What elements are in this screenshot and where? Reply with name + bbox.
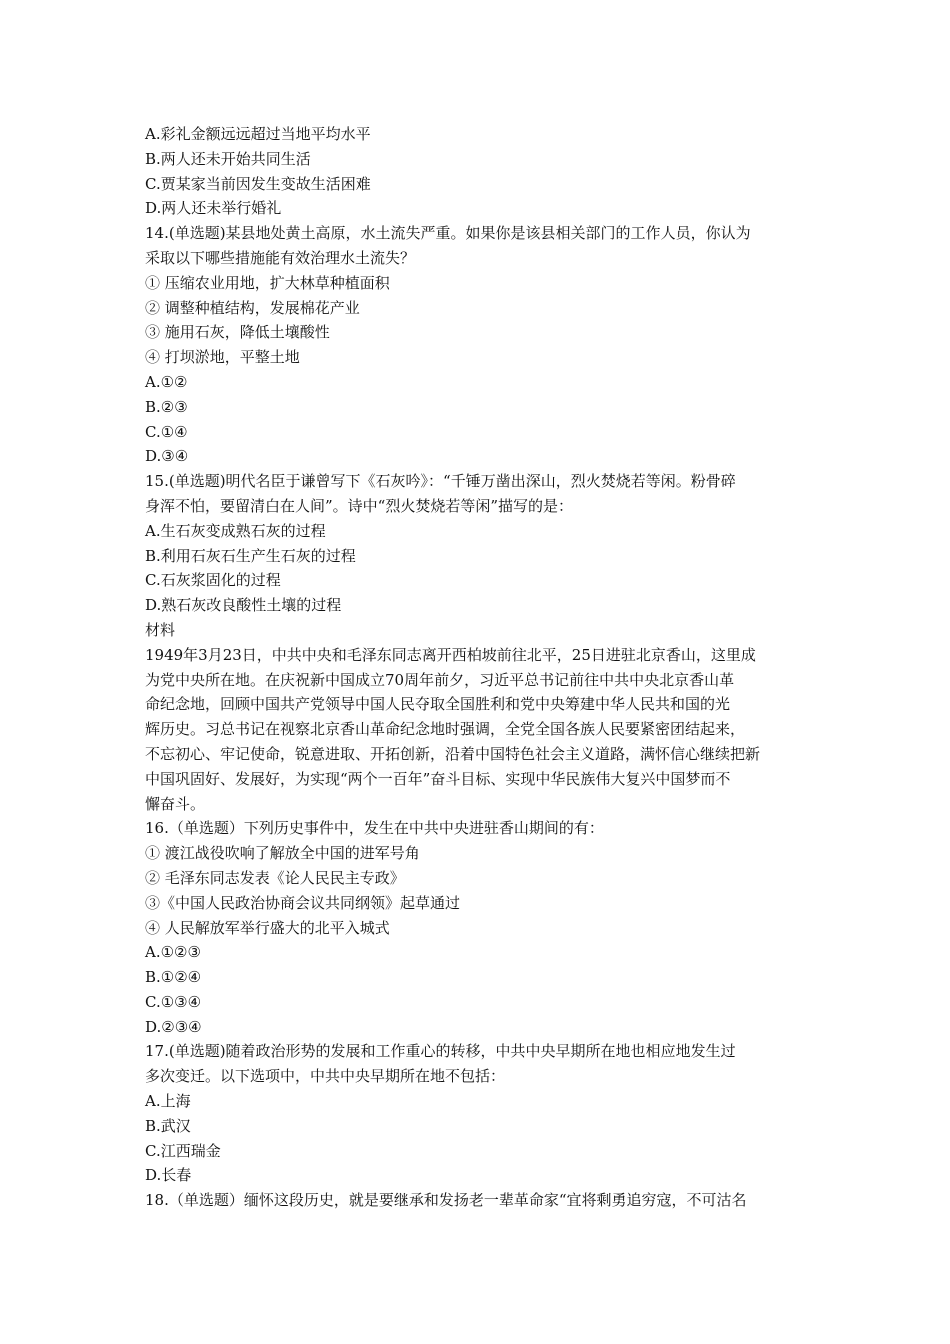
q16-option-a: A.①②③ <box>145 943 201 962</box>
q16-option-b: B.①②④ <box>145 968 202 987</box>
q17-option-a: A.上海 <box>145 1092 191 1111</box>
q15-option-d: D.熟石灰改良酸性土壤的过程 <box>145 596 342 615</box>
q13-option-a: A.彩礼金额远远超过当地平均水平 <box>145 125 371 143</box>
q17-stem-line1: 17.(单选题)随着政治形势的发展和工作重心的转移，中共中央早期所在地也相应地发生过 <box>145 1042 736 1061</box>
q15-stem-line2: 身浑不怕，要留清白在人间”。诗中“烈火焚烧若等闲”描写的是： <box>145 496 574 515</box>
q14-item-2: ② 调整种植结构，发展棉花产业 <box>145 298 360 317</box>
q13-option-d: D.两人还未举行婚礼 <box>145 199 282 218</box>
q16-item-2: ② 毛泽东同志发表《论人民民主专政》 <box>145 868 405 887</box>
material-line: 辉历史。习总书记在视察北京香山革命纪念地时强调，全党全国各族人民要紧密团结起来， <box>145 720 746 739</box>
q14-item-3: ③ 施用石灰，降低土壤酸性 <box>145 323 330 342</box>
material-line: 不忘初心、牢记使命，锐意进取、开拓创新，沿着中国特色社会主义道路，满怀信心继续把新 <box>145 744 761 763</box>
document-page <box>145 122 810 1213</box>
q17-option-c: C.江西瑞金 <box>145 1141 221 1160</box>
q14-option-b: B.②③ <box>145 397 188 416</box>
material-heading: 材料 <box>145 620 176 639</box>
q14-option-a: A.①② <box>145 372 188 391</box>
q14-option-c: C.①④ <box>145 422 188 441</box>
q14-stem-line2: 采取以下哪些措施能有效治理水土流失？ <box>145 248 416 267</box>
material-line: 1949年3月23日，中共中央和毛泽东同志离开西柏坡前往北平，25日进驻北京香山，这里成 <box>145 645 756 664</box>
q13-option-b: B.两人还未开始共同生活 <box>145 149 311 168</box>
q16-item-3: ③《中国人民政治协商会议共同纲领》起草通过 <box>145 893 461 912</box>
material-line: 中国巩固好、发展好，为实现“两个一百年”奋斗目标、实现中华民族伟大复兴中国梦而不 <box>145 769 731 788</box>
q18-stem-line1: 18.（单选题）缅怀这段历史，就是要继承和发扬老一辈革命家“宜将剩勇追穷寇，不可沽名 <box>145 1191 747 1210</box>
q16-stem-line1: 16.（单选题）下列历史事件中，发生在中共中央进驻香山期间的有： <box>145 819 604 838</box>
q14-item-4: ④ 打坝淤地，平整土地 <box>145 348 300 367</box>
q14-item-1: ① 压缩农业用地，扩大林草种植面积 <box>145 273 390 292</box>
q15-option-c: C.石灰浆固化的过程 <box>145 571 281 590</box>
q14-option-d: D.③④ <box>145 447 189 466</box>
q16-option-d: D.②③④ <box>145 1017 202 1036</box>
q15-stem-line1: 15.(单选题)明代名臣于谦曾写下《石灰吟》：“千锤万凿出深山，烈火焚烧若等闲。粉骨碎 <box>145 472 736 491</box>
q16-item-1: ① 渡江战役吹响了解放全中国的进军号角 <box>145 844 420 863</box>
material-line: 为党中央所在地。在庆祝新中国成立70周年前夕，习近平总书记前往中共中央北京香山革 <box>145 670 735 689</box>
q16-item-4: ④ 人民解放军举行盛大的北平入城式 <box>145 918 390 937</box>
q17-option-b: B.武汉 <box>145 1116 191 1135</box>
q14-stem-line1: 14.(单选题)某县地处黄土高原，水土流失严重。如果你是该县相关部门的工作人员，你认为 <box>145 224 751 243</box>
q13-option-c: C.贾某家当前因发生变故生活困难 <box>145 174 371 193</box>
q15-option-b: B.利用石灰石生产生石灰的过程 <box>145 546 356 565</box>
q17-stem-line2: 多次变迁。以下选项中，中共中央早期所在地不包括： <box>145 1067 506 1086</box>
material-line: 懈奋斗。 <box>145 794 206 813</box>
q15-option-a: A.生石灰变成熟石灰的过程 <box>145 521 326 540</box>
material-line: 命纪念地，回顾中国共产党领导中国人民夺取全国胜利和党中央筹建中华人民共和国的光 <box>145 695 731 714</box>
q17-option-d: D.长春 <box>145 1166 192 1185</box>
q16-option-c: C.①③④ <box>145 992 202 1011</box>
